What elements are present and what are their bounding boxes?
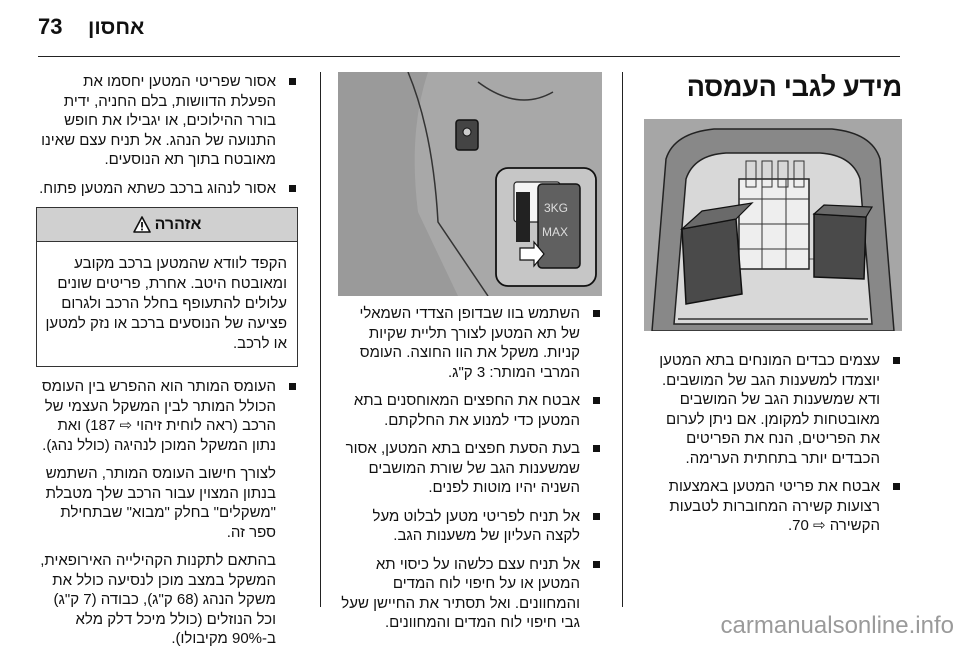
column-divider: [622, 72, 623, 607]
bullet-text: עצמים כבדים המונחים בתא המטען יוצמדו למשענות הגב של המושבים. ודא שמשענות הגב של המושבים מאובטחות למקומן. אם ניתן לערום את הפריטים, הנח את הפריטים הכבדים יותר בתחתית הערימה.: [659, 352, 880, 467]
list-item: [36, 377, 298, 455]
list-item: [36, 72, 298, 170]
paragraph: לצורך חישוב העומס המותר, השתמש בנתון המצוין עבור הרכב שלך מטבלת "משקלים" בחלק "מבוא" שבתחילת ספר זה.: [45, 465, 276, 541]
bullet-square-icon: [593, 397, 600, 404]
trunk-illustration: [644, 119, 902, 331]
bullet-square-icon: [289, 383, 296, 390]
hook-label-weight: 3KG: [544, 201, 569, 215]
paragraph: בהתאם לתקנות הקהילייה האירופאית, המשקל במצב מוכן לנסיעה כולל את משקל הנהג (68 ק"ג), כבודה (7 ק"ג) וכל הנוזלים (כולל מיכל דלק מלא ב-90% מקיבולו).: [40, 552, 276, 647]
loading-rules-list: [338, 304, 602, 633]
list-item: [644, 351, 902, 468]
bullet-square-icon: [289, 185, 296, 192]
list-item: [338, 555, 602, 633]
list-item: [338, 391, 602, 430]
bullet-square-icon: [893, 483, 900, 490]
warning-text: הקפד לוודא שהמטען ברכב מקובע ומאובטח היטב. אחרת, פריטים שונים עלולים להתעופף בחלל הרכב ולגרום פציעה של הנוסעים ברכב או נזק למטען או לרכב.: [45, 255, 287, 352]
bullet-text: אל תניח עצם כלשהו על כיסוי תא המטען או על חיפוי לוח המדים והמחוונים. ואל תסתיר את החיישן שעל גבי חיפוי לוח המדים והמחוונים.: [341, 555, 580, 631]
bullet-square-icon: [593, 561, 600, 568]
safety-list: [36, 72, 298, 198]
hook-label-max: MAX: [542, 225, 569, 239]
right-column: [644, 72, 902, 545]
bullet-square-icon: [893, 357, 900, 364]
page-number: 73: [38, 14, 63, 39]
bullet-square-icon: [289, 78, 296, 85]
list-item: [338, 439, 602, 498]
bullet-text: אל תניח לפריטי מטען לבלוט מעל לקצה העליון של משענות הגב.: [372, 507, 580, 544]
bullet-text: בעת הסעת חפצים בתא המטען, אסור שמשענות הגב של שורת המושבים השניה יהיו מוטות לפנים.: [345, 440, 580, 496]
hook-drawing: [338, 72, 602, 296]
list-item: [338, 304, 602, 382]
watermark: carmanualsonline.info: [720, 612, 954, 639]
page-section-title: אחסון: [88, 16, 145, 39]
header-rule: [38, 56, 900, 57]
bullet-square-icon: [593, 513, 600, 520]
warning-title: אזהרה: [154, 215, 202, 233]
warning-triangle-icon: [133, 216, 151, 233]
list-item: [36, 179, 298, 199]
section-heading: מידע לגבי העמסה: [686, 72, 902, 102]
bullet-text: השתמש בוו שבדופן הצדדי השמאלי של תא המטען לצורך תליית שקיות קניות. משקל את הוו החוצה. העומס המרבי המותר: 3 ק"ג.: [359, 305, 580, 381]
bullet-text: העומס המותר הוא ההפרש בין העומס הכולל המותר לבין המשקל העצמי של הרכב (ראה לוחית זיהוי ⇨ 187) ואת נתון המשקל המוכן לנהיגה (כולל נהג).: [41, 378, 276, 454]
hook-illustration: [338, 72, 602, 296]
warning-box: [36, 207, 298, 367]
left-column: [36, 72, 298, 658]
loading-info-list: [644, 351, 902, 536]
bullet-text: אבטח את החפצים המאוחסנים בתא המטען כדי למנוע את החלקתם.: [353, 392, 580, 429]
column-divider: [320, 72, 321, 607]
warning-header: [37, 208, 297, 242]
load-calc-list: [36, 377, 298, 455]
bullet-text: אסור לנהוג ברכב כשתא המטען פתוח.: [39, 179, 276, 197]
list-item: [338, 507, 602, 546]
list-item: [644, 477, 902, 536]
bullet-text: אבטח את פריטי המטען באמצעות רצועות קשירה המחוברות לטבעות הקשירה ⇨ 70.: [668, 478, 880, 534]
bullet-square-icon: [593, 310, 600, 317]
bullet-text: אסור שפריטי המטען יחסמו את הפעלת הדוושות, בלם החניה, ידית בורר ההילוכים, או יגבילו את חופש התנועה של הנהג. אל תניח עצם שאינו מאובטח בתוך תא הנוסעים.: [41, 73, 276, 168]
middle-column: [338, 72, 602, 642]
trunk-drawing: [644, 119, 902, 331]
bullet-square-icon: [593, 445, 600, 452]
